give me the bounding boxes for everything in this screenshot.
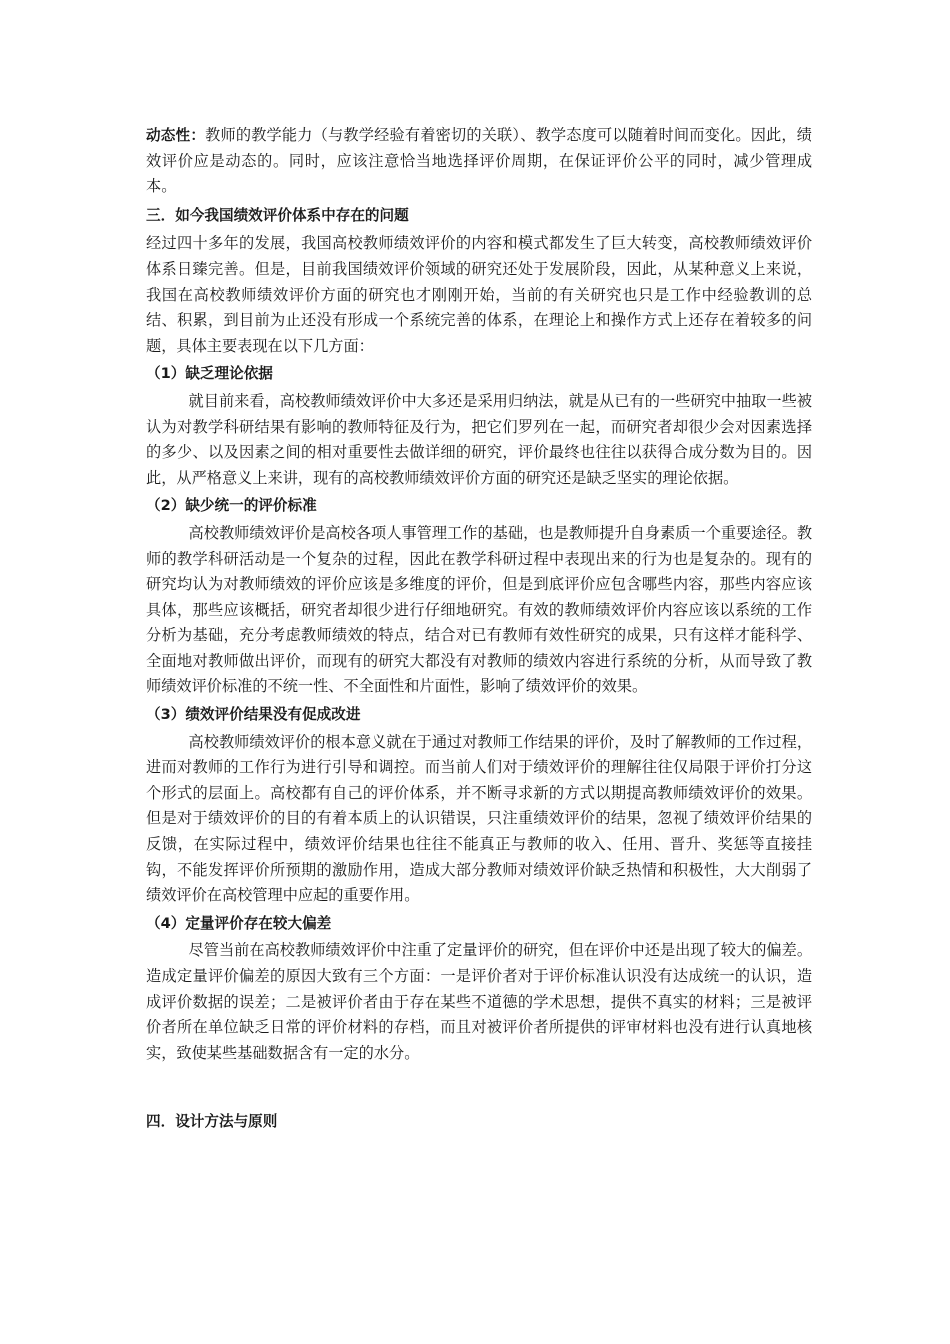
subheading-4: （4）定量评价存在较大偏差 [146, 914, 332, 932]
subsection-1-text: 就目前来看，高校教师绩效评价中大多还是采用归纳法，就是从已有的一些研究中抽取一些被认为对教学科研结果有影响的教师特征及行为，把它们罗列在一起，而研究者却很少会对因素选择的多少、以及因素之间的相对重要性去做详细的研究，评价最终也往往以获得合成分数为目的。因此，从严格意义上来讲，现有的高校教师绩效评价方面的研究还是缺乏坚实的理论依据。 [146, 391, 812, 487]
subheading-2: （2）缺少统一的评价标准 [146, 497, 317, 515]
section4-heading: 四．设计方法与原则 [146, 1113, 278, 1131]
section3-intro: 经过四十多年的发展，我国高校教师绩效评价的内容和模式都发生了巨大转变，高校教师绩效评价体系日臻完善。但是，目前我国绩效评价领域的研究还处于发展阶段，因此，从某种意义上来说，我国在高校教师绩效评价方面的研究也才刚刚开始，当前的有关研究也只是工作中经验教训的总结、积累，到目前为止还没有形成一个系统完善的体系，在理论上和操作方式上还存在着较多的问题，具体主要表现在以下几方面： [146, 234, 812, 355]
subheading-1: （1）缺乏理论依据 [146, 365, 273, 383]
subsection-2-text: 高校教师绩效评价是高校各项人事管理工作的基础，也是教师提升自身素质一个重要途径。教师的教学科研活动是一个复杂的过程，因此在教学科研过程中表现出来的行为也是复杂的。现有的研究均认为对教师绩效的评价应该是多维度的评价，但是到底评价应包含哪些内容，那些内容应该具体，那些应该概括，研究者却很少进行仔细地研究。有效的教师绩效评价内容应该以系统的工作分析为基础，充分考虑教师绩效的特点，结合对已有教师有效性研究的成果，只有这样才能科学、全面地对教师做出评价，而现有的研究大都没有对教师的绩效内容进行系统的分析，从而导致了教师绩效评价标准的不统一性、不全面性和片面性，影响了绩效评价的效果。 [146, 523, 812, 696]
subheading-3: （3）绩效评价结果没有促成改进 [146, 706, 361, 724]
document-body [146, 123, 812, 1135]
dynamic-text: 教师的教学能力（与教学经验有着密切的关联）、教学态度可以随着时间而变化。因此，绩效评价应是动态的。同时，应该注意恰当地选择评价周期，在保证评价公平的同时，减少管理成本。 [146, 126, 812, 196]
dynamic-paragraph [146, 123, 812, 200]
dynamic-lead: 动态性： [146, 127, 206, 144]
section3-heading: 三．如今我国绩效评价体系中存在的问题 [146, 206, 409, 224]
subsection-4-text: 尽管当前在高校教师绩效评价中注重了定量评价的研究，但在评价中还是出现了较大的偏差。造成定量评价偏差的原因大致有三个方面：一是评价者对于评价标准认识没有达成统一的认识，造成评价数据的误差；二是被评价者由于存在某些不道德的学术思想，提供不真实的材料；三是被评价者所在单位缺乏日常的评价材料的存档，而且对被评价者所提供的评审材料也没有进行认真地核实，致使某些基础数据含有一定的水分。 [146, 941, 812, 1062]
subsection-3-text: 高校教师绩效评价的根本意义就在于通过对教师工作结果的评价，及时了解教师的工作过程，进而对教师的工作行为进行引导和调控。而当前人们对于绩效评价的理解往往仅局限于评价打分这个形式的层面上。高校都有自己的评价体系，并不断寻求新的方式以期提高教师绩效评价的效果。但是对于绩效评价的目的有着本质上的认识错误，只注重绩效评价的结果，忽视了绩效评价结果的反馈，在实际过程中，绩效评价结果也往往不能真正与教师的收入、任用、晋升、奖惩等直接挂钩，不能发挥评价所预期的激励作用，造成大部分教师对绩效评价缺乏热情和积极性，大大削弱了绩效评价在高校管理中应起的重要作用。 [146, 732, 812, 905]
